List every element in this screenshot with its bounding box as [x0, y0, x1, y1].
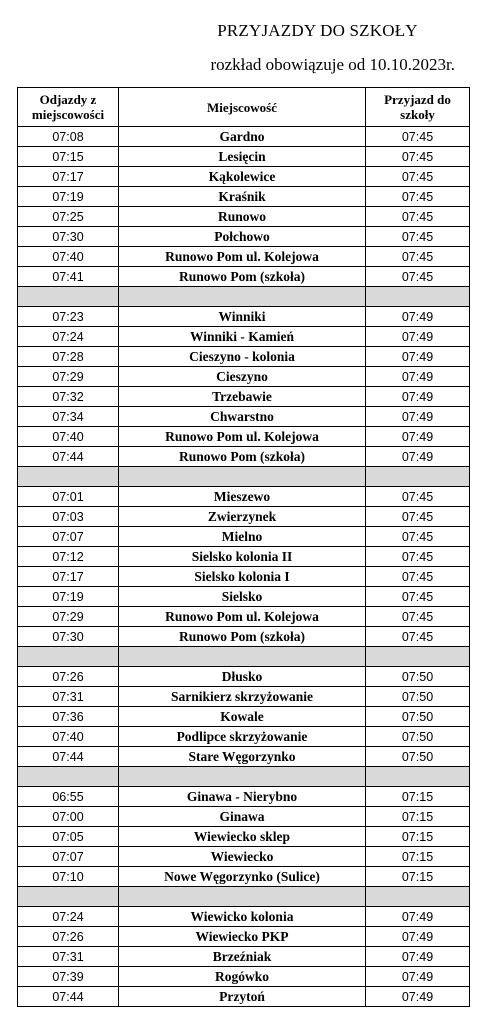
separator-cell: [119, 887, 366, 907]
header-arrival: Przyjazd do szkoły: [366, 88, 470, 127]
arrival-time-cell: 07:49: [366, 347, 470, 367]
table-row: [18, 387, 470, 407]
place-name-cell: Mielno: [119, 527, 366, 547]
table-row: [18, 807, 470, 827]
table-row: [18, 827, 470, 847]
group-separator: [18, 887, 470, 907]
place-name-cell: Kraśnik: [119, 187, 366, 207]
arrival-time-cell: 07:45: [366, 127, 470, 147]
departure-time-cell: 07:40: [18, 427, 119, 447]
place-name-cell: Rogówko: [119, 967, 366, 987]
arrival-time-cell: 07:49: [366, 367, 470, 387]
departure-time-cell: 07:05: [18, 827, 119, 847]
arrival-time-cell: 07:15: [366, 787, 470, 807]
separator-cell: [18, 467, 119, 487]
table-row: [18, 847, 470, 867]
table-row: [18, 407, 470, 427]
arrival-time-cell: 07:15: [366, 847, 470, 867]
table-header-row: [18, 88, 470, 127]
place-name-cell: Runowo Pom (szkoła): [119, 267, 366, 287]
table-row: [18, 247, 470, 267]
table-row: [18, 667, 470, 687]
arrival-time-cell: 07:49: [366, 427, 470, 447]
place-name-cell: Chwarstno: [119, 407, 366, 427]
page-title: PRZYJAZDY DO SZKOŁY: [217, 21, 418, 40]
place-name-cell: Runowo Pom ul. Kolejowa: [119, 427, 366, 447]
group-separator: [18, 767, 470, 787]
separator-cell: [119, 287, 366, 307]
arrival-time-cell: 07:45: [366, 487, 470, 507]
schedule-table: [17, 87, 470, 1007]
place-name-cell: Sielsko kolonia II: [119, 547, 366, 567]
departure-time-cell: 07:17: [18, 567, 119, 587]
separator-cell: [366, 467, 470, 487]
table-row: [18, 167, 470, 187]
arrival-time-cell: 07:49: [366, 987, 470, 1007]
group-separator: [18, 287, 470, 307]
arrival-time-cell: 07:50: [366, 747, 470, 767]
separator-cell: [119, 467, 366, 487]
departure-time-cell: 07:32: [18, 387, 119, 407]
place-name-cell: Nowe Węgorzynko (Sulice): [119, 867, 366, 887]
departure-time-cell: 07:31: [18, 947, 119, 967]
place-name-cell: Runowo Pom ul. Kolejowa: [119, 247, 366, 267]
departure-time-cell: 07:44: [18, 747, 119, 767]
departure-time-cell: 07:30: [18, 227, 119, 247]
departure-time-cell: 07:08: [18, 127, 119, 147]
place-name-cell: Trzebawie: [119, 387, 366, 407]
table-row: [18, 967, 470, 987]
place-name-cell: Ginawa - Nierybno: [119, 787, 366, 807]
departure-time-cell: 07:41: [18, 267, 119, 287]
table-row: [18, 787, 470, 807]
schedule-body: [18, 127, 470, 1007]
arrival-time-cell: 07:45: [366, 547, 470, 567]
table-row: [18, 187, 470, 207]
departure-time-cell: 07:34: [18, 407, 119, 427]
table-row: [18, 267, 470, 287]
place-name-cell: Wiewiecko: [119, 847, 366, 867]
arrival-time-cell: 07:45: [366, 167, 470, 187]
departure-time-cell: 07:24: [18, 907, 119, 927]
place-name-cell: Kąkolewice: [119, 167, 366, 187]
departure-time-cell: 07:31: [18, 687, 119, 707]
table-row: [18, 687, 470, 707]
arrival-time-cell: 07:49: [366, 327, 470, 347]
table-row: [18, 587, 470, 607]
place-name-cell: Zwierzynek: [119, 507, 366, 527]
place-name-cell: Sielsko kolonia I: [119, 567, 366, 587]
separator-cell: [366, 287, 470, 307]
arrival-time-cell: 07:45: [366, 527, 470, 547]
arrival-time-cell: 07:50: [366, 667, 470, 687]
arrival-time-cell: 07:49: [366, 387, 470, 407]
place-name-cell: Wiewiecko PKP: [119, 927, 366, 947]
arrival-time-cell: 07:49: [366, 307, 470, 327]
table-row: [18, 547, 470, 567]
table-row: [18, 607, 470, 627]
departure-time-cell: 07:19: [18, 187, 119, 207]
arrival-time-cell: 07:15: [366, 867, 470, 887]
departure-time-cell: 07:03: [18, 507, 119, 527]
header-place: Miejscowość: [119, 88, 366, 127]
departure-time-cell: 07:44: [18, 447, 119, 467]
place-name-cell: Połchowo: [119, 227, 366, 247]
place-name-cell: Kowale: [119, 707, 366, 727]
table-row: [18, 727, 470, 747]
departure-time-cell: 07:28: [18, 347, 119, 367]
separator-cell: [366, 887, 470, 907]
place-name-cell: Wiewicko kolonia: [119, 907, 366, 927]
table-row: [18, 527, 470, 547]
arrival-time-cell: 07:15: [366, 827, 470, 847]
departure-time-cell: 07:44: [18, 987, 119, 1007]
arrival-time-cell: 07:45: [366, 587, 470, 607]
separator-cell: [18, 767, 119, 787]
separator-cell: [366, 767, 470, 787]
arrival-time-cell: 07:45: [366, 627, 470, 647]
departure-time-cell: 07:24: [18, 327, 119, 347]
departure-time-cell: 07:19: [18, 587, 119, 607]
departure-time-cell: 07:30: [18, 627, 119, 647]
arrival-time-cell: 07:50: [366, 727, 470, 747]
table-row: [18, 487, 470, 507]
arrival-time-cell: 07:49: [366, 927, 470, 947]
place-name-cell: Przytoń: [119, 987, 366, 1007]
departure-time-cell: 07:15: [18, 147, 119, 167]
place-name-cell: Runowo Pom (szkoła): [119, 627, 366, 647]
departure-time-cell: 07:26: [18, 667, 119, 687]
table-row: [18, 347, 470, 367]
place-name-cell: Sarnikierz skrzyżowanie: [119, 687, 366, 707]
table-row: [18, 147, 470, 167]
table-row: [18, 367, 470, 387]
place-name-cell: Gardno: [119, 127, 366, 147]
arrival-time-cell: 07:50: [366, 707, 470, 727]
table-row: [18, 227, 470, 247]
place-name-cell: Sielsko: [119, 587, 366, 607]
place-name-cell: Mieszewo: [119, 487, 366, 507]
departure-time-cell: 07:07: [18, 847, 119, 867]
departure-time-cell: 07:40: [18, 727, 119, 747]
place-name-cell: Runowo Pom (szkoła): [119, 447, 366, 467]
table-row: [18, 927, 470, 947]
arrival-time-cell: 07:45: [366, 147, 470, 167]
separator-cell: [18, 287, 119, 307]
table-row: [18, 307, 470, 327]
place-name-cell: Winniki: [119, 307, 366, 327]
departure-time-cell: 07:07: [18, 527, 119, 547]
place-name-cell: Runowo: [119, 207, 366, 227]
place-name-cell: Cieszyno: [119, 367, 366, 387]
place-name-cell: Winniki - Kamień: [119, 327, 366, 347]
departure-time-cell: 07:29: [18, 607, 119, 627]
arrival-time-cell: 07:45: [366, 207, 470, 227]
place-name-cell: Stare Węgorzynko: [119, 747, 366, 767]
arrival-time-cell: 07:45: [366, 607, 470, 627]
table-row: [18, 707, 470, 727]
arrival-time-cell: 07:49: [366, 447, 470, 467]
arrival-time-cell: 07:49: [366, 907, 470, 927]
place-name-cell: Lesięcin: [119, 147, 366, 167]
table-row: [18, 867, 470, 887]
departure-time-cell: 07:36: [18, 707, 119, 727]
table-row: [18, 567, 470, 587]
separator-cell: [18, 647, 119, 667]
separator-cell: [18, 887, 119, 907]
table-row: [18, 947, 470, 967]
departure-time-cell: 07:10: [18, 867, 119, 887]
departure-time-cell: 07:26: [18, 927, 119, 947]
departure-time-cell: 06:55: [18, 787, 119, 807]
table-row: [18, 207, 470, 227]
arrival-time-cell: 07:49: [366, 947, 470, 967]
arrival-time-cell: 07:45: [366, 227, 470, 247]
arrival-time-cell: 07:45: [366, 247, 470, 267]
arrival-time-cell: 07:50: [366, 687, 470, 707]
departure-time-cell: 07:25: [18, 207, 119, 227]
table-row: [18, 987, 470, 1007]
place-name-cell: Brzeźniak: [119, 947, 366, 967]
arrival-time-cell: 07:45: [366, 567, 470, 587]
group-separator: [18, 467, 470, 487]
place-name-cell: Runowo Pom ul. Kolejowa: [119, 607, 366, 627]
separator-cell: [119, 767, 366, 787]
table-row: [18, 627, 470, 647]
table-row: [18, 447, 470, 467]
departure-time-cell: 07:23: [18, 307, 119, 327]
departure-time-cell: 07:17: [18, 167, 119, 187]
arrival-time-cell: 07:49: [366, 407, 470, 427]
departure-time-cell: 07:00: [18, 807, 119, 827]
departure-time-cell: 07:29: [18, 367, 119, 387]
departure-time-cell: 07:12: [18, 547, 119, 567]
table-row: [18, 327, 470, 347]
arrival-time-cell: 07:45: [366, 507, 470, 527]
departure-time-cell: 07:01: [18, 487, 119, 507]
place-name-cell: Cieszyno - kolonia: [119, 347, 366, 367]
validity-note: rozkład obowiązuje od 10.10.2023r.: [210, 55, 455, 74]
table-row: [18, 747, 470, 767]
place-name-cell: Podlipce skrzyżowanie: [119, 727, 366, 747]
separator-cell: [119, 647, 366, 667]
header-departure: Odjazdy z miejscowości: [18, 88, 119, 127]
departure-time-cell: 07:39: [18, 967, 119, 987]
table-row: [18, 427, 470, 447]
arrival-time-cell: 07:45: [366, 187, 470, 207]
departure-time-cell: 07:40: [18, 247, 119, 267]
arrival-time-cell: 07:49: [366, 967, 470, 987]
table-row: [18, 127, 470, 147]
place-name-cell: Ginawa: [119, 807, 366, 827]
place-name-cell: Dłusko: [119, 667, 366, 687]
table-row: [18, 907, 470, 927]
table-row: [18, 507, 470, 527]
place-name-cell: Wiewiecko sklep: [119, 827, 366, 847]
separator-cell: [366, 647, 470, 667]
arrival-time-cell: 07:15: [366, 807, 470, 827]
arrival-time-cell: 07:45: [366, 267, 470, 287]
group-separator: [18, 647, 470, 667]
